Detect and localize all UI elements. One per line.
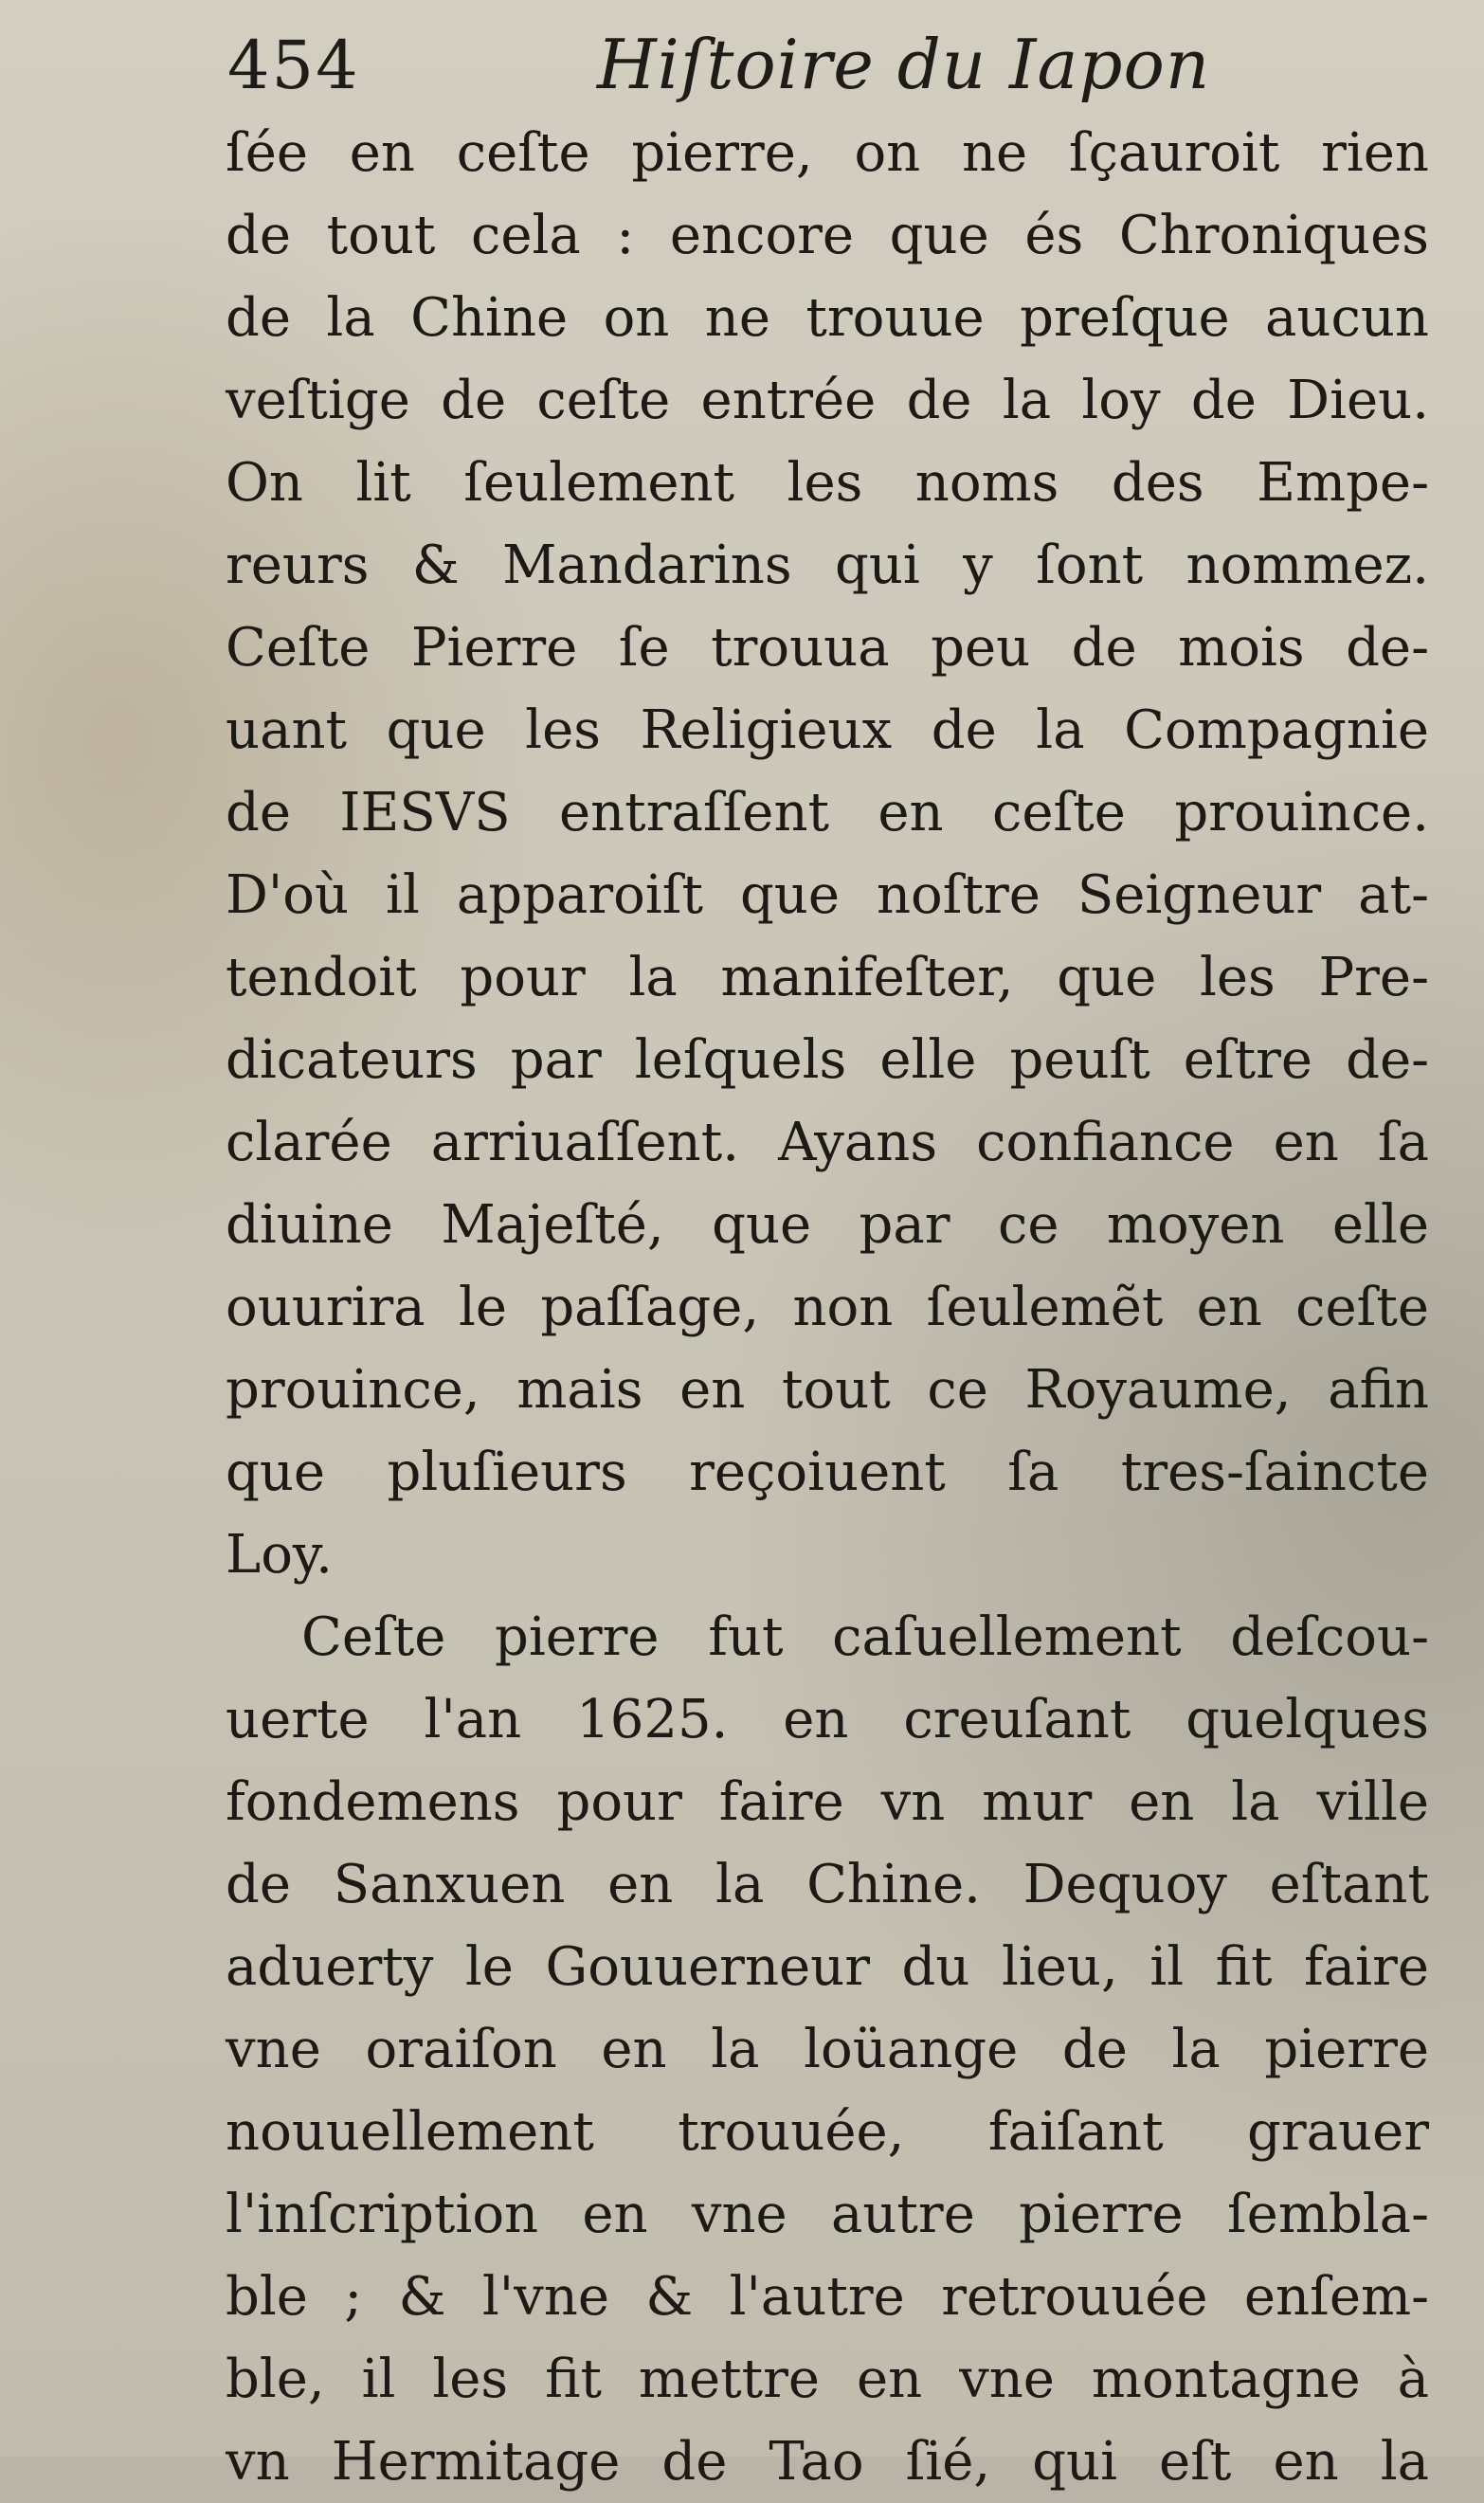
text-line: nouuellement trouuée, faiſant grauer (226, 2101, 1429, 2163)
text-line: vne oraiſon en la loüange de la pierre (226, 2019, 1429, 2080)
text-line: D'où il apparoiſt que noſtre Seigneur at- (226, 864, 1429, 926)
text-line: ble ; & l'vne & l'autre retrouuée enſem- (226, 2266, 1429, 2328)
text-line: de IESVS entraſſent en ceſte prouince. (226, 782, 1429, 843)
text-line: de Sanxuen en la Chine. Dequoy eſtant (226, 1854, 1429, 1915)
text-line: dicateurs par leſquels elle peuſt eſtre de- (226, 1029, 1429, 1091)
text-line: fondemens pour faire vn mur en la ville (226, 1771, 1429, 1833)
text-line: Ceſte pierre fut caſuellement deſcou- (301, 1606, 1429, 1668)
text-line: ouurira le paſſage, non ſeulemẽt en ceſte (226, 1277, 1429, 1338)
text-line: de tout cela : encore que és Chroniques (226, 205, 1429, 266)
text-line: aduerty le Gouuerneur du lieu, il fit faire (226, 1936, 1429, 1998)
text-line: reurs & Mandarins qui y ſont nommez. (226, 535, 1429, 596)
text-line: clarée arriuaſſent. Ayans confiance en ſa (226, 1112, 1429, 1173)
paragraph-1 (226, 112, 1429, 1596)
text-line: veſtige de ceſte entrée de la loy de Dieu. (226, 370, 1429, 431)
page-number: 454 (227, 27, 360, 104)
text-line: ble, il les fit mettre en vne montagne à (226, 2349, 1429, 2410)
text-line: Loy. (226, 1524, 333, 1586)
text-line: que pluſieurs reçoiuent ſa tres-ſaincte (226, 1442, 1429, 1503)
text-line: On lit ſeulement les noms des Empe- (226, 452, 1429, 514)
paragraph-2 (226, 1596, 1429, 2503)
text-line: uant que les Religieux de la Compagnie (226, 699, 1429, 761)
text-line: vn Hermitage de Tao ſié, qui eſt en la (226, 2431, 1429, 2493)
text-line: tendoit pour la manifeſter, que les Pre- (226, 947, 1429, 1008)
text-line: Ceſte Pierre ſe trouua peu de mois de- (226, 617, 1429, 679)
text-line: ſée en ceſte pierre, on ne ſçauroit rien (226, 122, 1429, 184)
text-line: de la Chine on ne trouue preſque aucun (226, 287, 1429, 349)
text-line: diuine Majeſté, que par ce moyen elle (226, 1194, 1429, 1256)
body-text (226, 112, 1429, 2503)
text-line: l'inſcription en vne autre pierre ſembla- (226, 2184, 1429, 2245)
running-head (227, 17, 1412, 107)
text-line: prouince, mais en tout ce Royaume, afin (226, 1359, 1429, 1421)
text-line: uerte l'an 1625. en creuſant quelques (226, 1689, 1429, 1750)
running-title: Hiſtoire du Iapon (597, 25, 1211, 104)
